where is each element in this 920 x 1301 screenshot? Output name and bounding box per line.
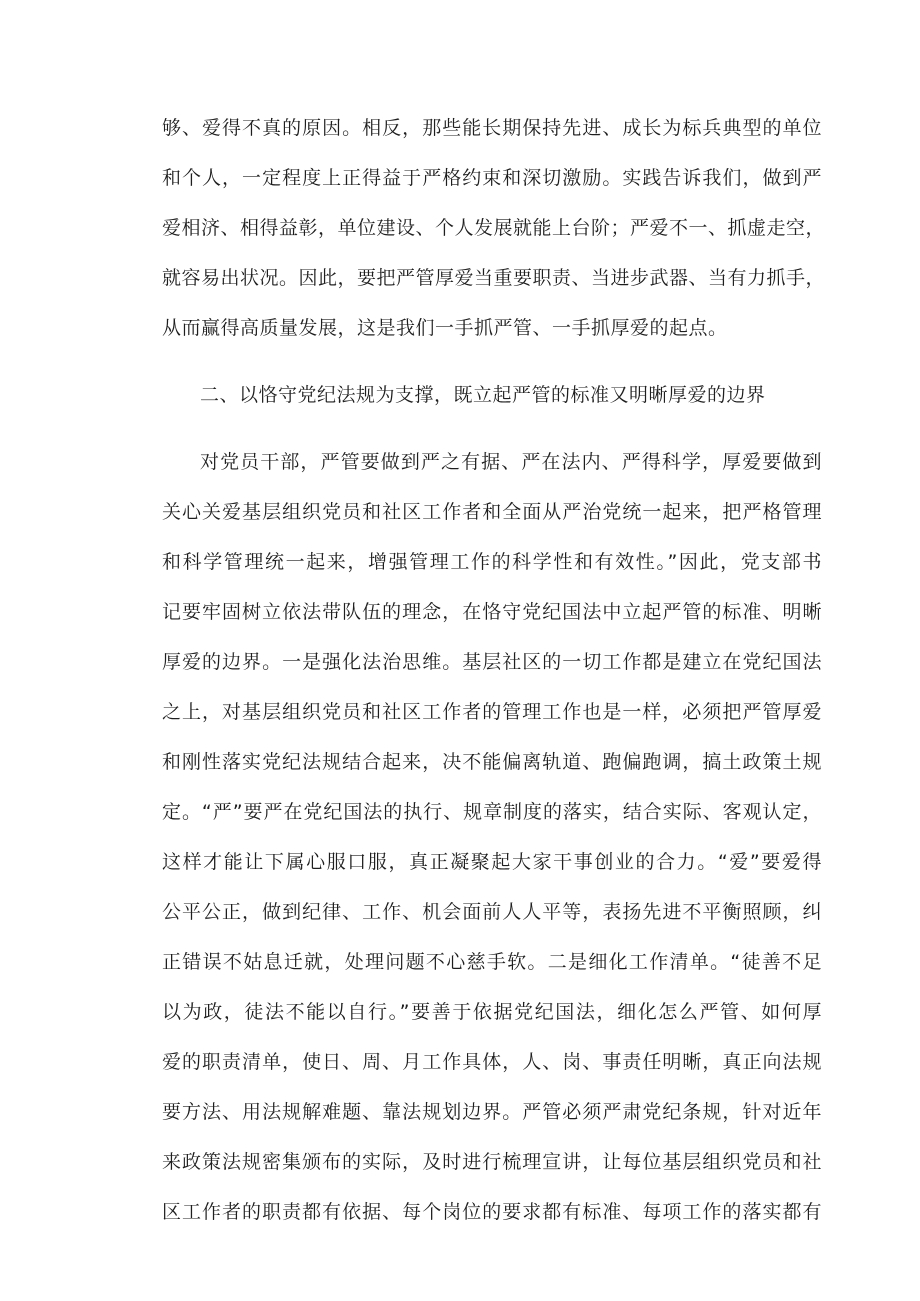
text-line: 记要牢固树立依法带队伍的理念，在恪守党纪国法中立起严管的标准、明晰 <box>162 601 822 623</box>
text-line: 这样才能让下属心服口服，真正凝聚起大家干事创业的合力。“爱”要爱得 <box>162 851 822 873</box>
text-line: 爱的职责清单，使日、周、月工作具体，人、岗、事责任明晰，真正向法规 <box>162 1051 822 1073</box>
text-line: 定。“严”要严在党纪国法的执行、规章制度的落实，结合实际、客观认定， <box>162 801 822 823</box>
text-line: 从而赢得高质量发展，这是我们一手抓严管、一手抓厚爱的起点。 <box>162 317 728 339</box>
text-line: 厚爱的边界。一是强化法治思维。基层社区的一切工作都是建立在党纪国法 <box>162 651 822 673</box>
text-line: 区工作者的职责都有依据、每个岗位的要求都有标准、每项工作的落实都有 <box>162 1201 822 1223</box>
text-line: 之上，对基层组织党员和社区工作者的管理工作也是一样，必须把严管厚爱 <box>162 701 822 723</box>
text-line: 以为政，徒法不能以自行。”要善于依据党纪国法，细化怎么严管、如何厚 <box>162 1001 822 1023</box>
text-line: 来政策法规密集颁布的实际，及时进行梳理宣讲，让每位基层组织党员和社 <box>162 1151 822 1173</box>
text-line: 和科学管理统一起来，增强管理工作的科学性和有效性。”因此，党支部书 <box>162 551 822 573</box>
text-line: 对党员干部，严管要做到严之有据、严在法内、严得科学，厚爱要做到 <box>200 451 822 473</box>
text-line: 正错误不姑息迁就，处理问题不心慈手软。二是细化工作清单。“徒善不足 <box>162 951 822 973</box>
text-line: 和刚性落实党纪法规结合起来，决不能偏离轨道、跑偏跑调，搞土政策土规 <box>162 751 822 773</box>
text-line: 爱相济、相得益彰，单位建设、个人发展就能上台阶；严爱不一、抓虚走空， <box>162 217 826 239</box>
text-line: 要方法、用法规解难题、靠法规划边界。严管必须严肃党纪条规，针对近年 <box>162 1101 822 1123</box>
section-heading: 二、以恪守党纪法规为支撑，既立起严管的标准又明晰厚爱的边界 <box>200 384 766 406</box>
text-line: 关心关爱基层组织党员和社区工作者和全面从严治党统一起来，把严格管理 <box>162 501 822 523</box>
text-line: 公平公正，做到纪律、工作、机会面前人人平等，表扬先进不平衡照顾，纠 <box>162 901 822 923</box>
text-line: 和个人，一定程度上正得益于严格约束和深切激励。实践告诉我们，做到严 <box>162 167 822 189</box>
text-line: 够、爱得不真的原因。相反，那些能长期保持先进、成长为标兵典型的单位 <box>162 117 822 139</box>
text-line: 就容易出状况。因此，要把严管厚爱当重要职责、当进步武器、当有力抓手， <box>162 267 826 289</box>
